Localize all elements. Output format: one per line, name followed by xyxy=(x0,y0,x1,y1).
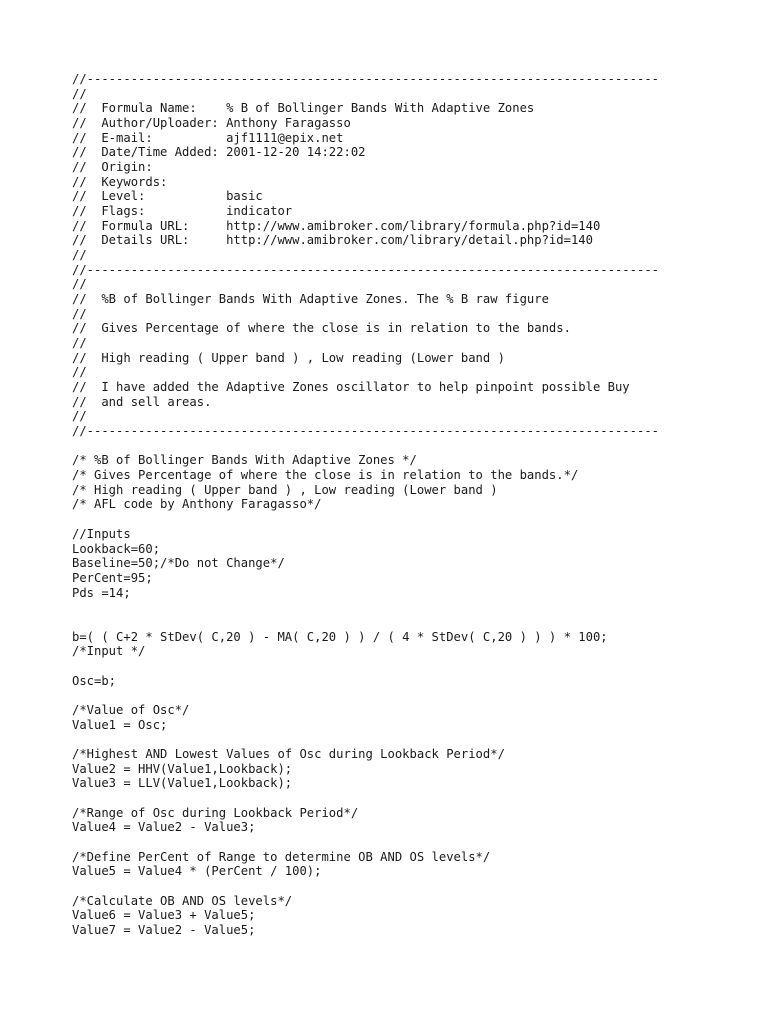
code-line: /*Value of Osc*/ xyxy=(72,702,190,717)
code-line: // xyxy=(72,365,87,380)
code-line: // Gives Percentage of where the close is in relation to the bands. xyxy=(72,321,571,336)
code-line: // Details URL: http://www.amibroker.com/library/detail.php?id=140 xyxy=(72,233,593,248)
code-line: // xyxy=(72,86,87,101)
code-line: // xyxy=(72,248,87,263)
code-line: // xyxy=(72,306,87,321)
code-line: Lookback=60; xyxy=(72,541,161,556)
code-line: // E-mail: ajf1111@epix.net xyxy=(72,130,344,145)
code-line: // %B of Bollinger Bands With Adaptive Zones. The % B raw figure xyxy=(72,292,549,307)
code-line: //------------------------------------------------------------------------------ xyxy=(72,262,659,277)
code-line: //Inputs xyxy=(72,526,131,541)
code-line: // High reading ( Upper band ) , Low reading (Lower band ) xyxy=(72,350,505,365)
code-line: Value1 = Osc; xyxy=(72,717,168,732)
code-line xyxy=(72,439,752,454)
code-line: /* AFL code by Anthony Faragasso*/ xyxy=(72,497,322,512)
code-line: /*Define PerCent of Range to determine OB AND OS levels*/ xyxy=(72,849,491,864)
code-line: PerCent=95; xyxy=(72,570,153,585)
code-line: Baseline=50;/*Do not Change*/ xyxy=(72,556,285,571)
code-line: Osc=b; xyxy=(72,673,117,688)
code-line: Value2 = HHV(Value1,Lookback); xyxy=(72,761,293,776)
code-line: /*Range of Osc during Lookback Period*/ xyxy=(72,805,359,820)
code-line: // Date/Time Added: 2001-12-20 14:22:02 xyxy=(72,145,366,160)
code-line: // xyxy=(72,336,87,351)
code-line: // Origin: xyxy=(72,160,153,175)
code-line xyxy=(72,615,752,630)
code-line: // xyxy=(72,277,87,292)
code-line: /*Highest AND Lowest Values of Osc during Lookback Period*/ xyxy=(72,746,505,761)
code-line: // xyxy=(72,409,87,424)
code-line: /* High reading ( Upper band ) , Low reading (Lower band ) xyxy=(72,482,498,497)
code-line: Value6 = Value3 + Value5; xyxy=(72,908,256,923)
code-line xyxy=(72,600,752,615)
code-line: Value3 = LLV(Value1,Lookback); xyxy=(72,776,293,791)
code-line: /*Input */ xyxy=(72,644,146,659)
code-line: // I have added the Adaptive Zones oscillator to help pinpoint possible Buy xyxy=(72,380,630,395)
code-line xyxy=(72,732,752,747)
code-line: //------------------------------------------------------------------------------ xyxy=(72,424,659,439)
code-line: Pds =14; xyxy=(72,585,131,600)
code-line: //------------------------------------------------------------------------------ xyxy=(72,72,659,86)
code-line: // Level: basic xyxy=(72,189,263,204)
code-line: // Flags: indicator xyxy=(72,204,293,219)
code-line: /* Gives Percentage of where the close is in relation to the bands.*/ xyxy=(72,468,579,483)
code-line: // Formula Name: % B of Bollinger Bands With Adaptive Zones xyxy=(72,101,535,116)
code-line: Value7 = Value2 - Value5; xyxy=(72,922,256,937)
code-line xyxy=(72,879,752,894)
code-line xyxy=(72,688,752,703)
code-line: Value4 = Value2 - Value3; xyxy=(72,820,256,835)
code-line xyxy=(72,835,752,850)
code-line xyxy=(72,791,752,806)
code-line: /* %B of Bollinger Bands With Adaptive Zones */ xyxy=(72,453,417,468)
code-line: b=( ( C+2 * StDev( C,20 ) - MA( C,20 ) ) / ( 4 * StDev( C,20 ) ) ) * 100; xyxy=(72,629,608,644)
code-line: /*Calculate OB AND OS levels*/ xyxy=(72,893,293,908)
code-line: // Author/Uploader: Anthony Faragasso xyxy=(72,116,351,131)
code-line: Value5 = Value4 * (PerCent / 100); xyxy=(72,864,322,879)
code-line: // Keywords: xyxy=(72,174,168,189)
code-line: // and sell areas. xyxy=(72,394,212,409)
code-line xyxy=(72,659,752,674)
code-document xyxy=(72,72,752,938)
code-line xyxy=(72,512,752,527)
code-line: // Formula URL: http://www.amibroker.com/library/formula.php?id=140 xyxy=(72,218,601,233)
